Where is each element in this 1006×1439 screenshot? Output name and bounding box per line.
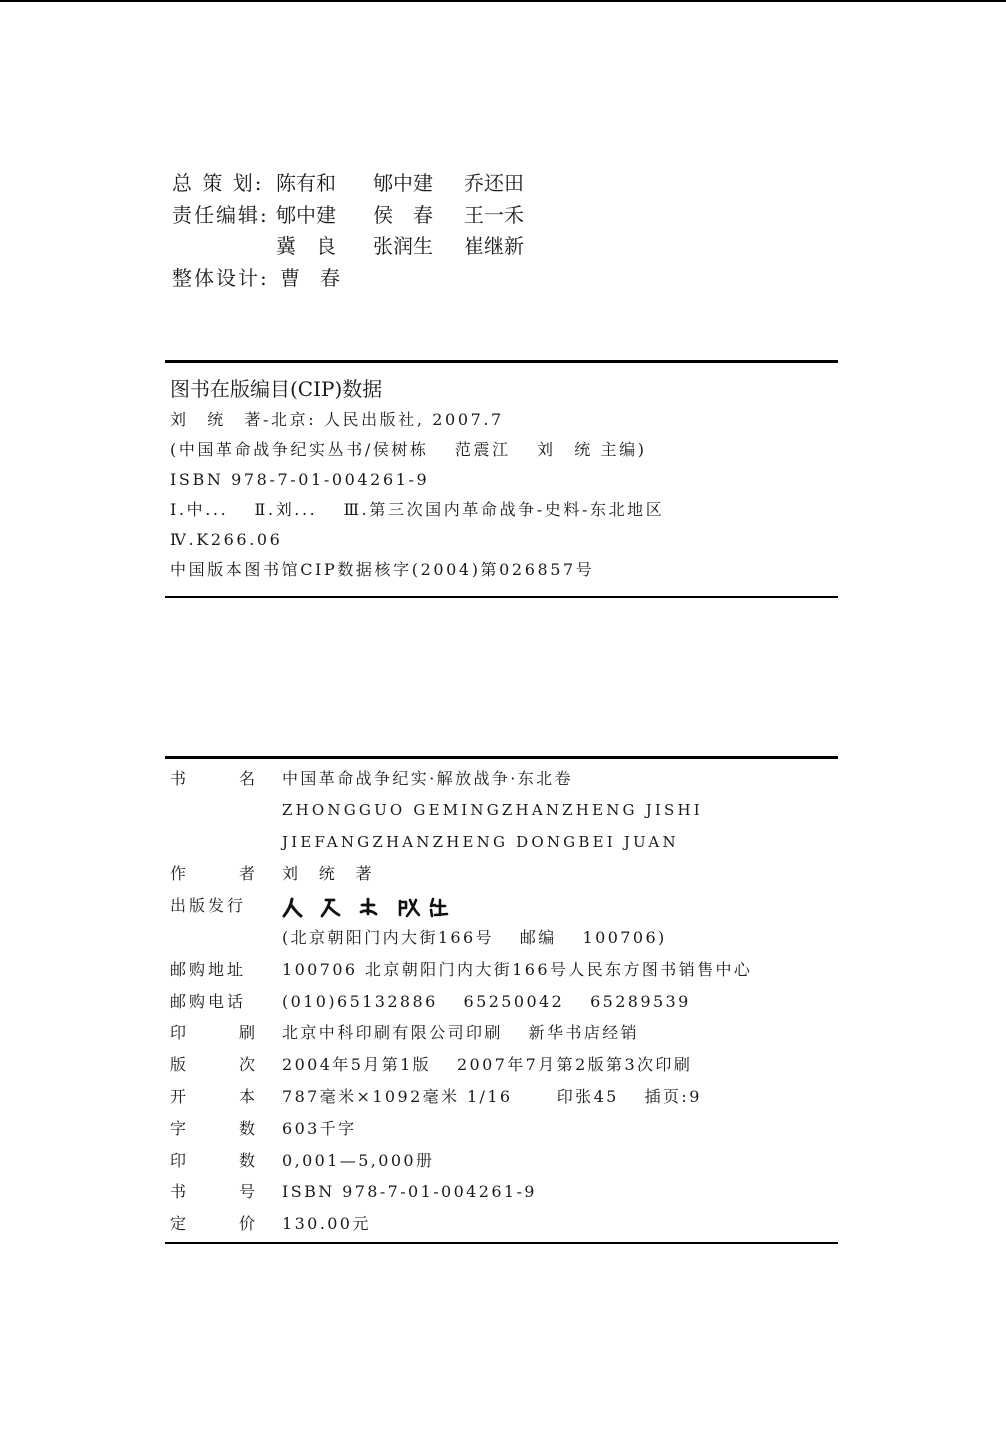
info-value: 2004年5月第1版 2007年7月第2版第3次印刷	[282, 1055, 693, 1075]
cip-line: Ⅳ.K266.06	[170, 530, 283, 549]
chief-planner-label: 总 策 划:	[172, 171, 264, 195]
info-row	[170, 890, 830, 922]
editor-name: 张润生	[373, 234, 433, 258]
info-value: ZHONGGUO GEMINGZHANZHENG JISHI	[282, 800, 703, 819]
info-label-part: 出版发行	[170, 896, 247, 916]
info-label-part: 定	[170, 1214, 187, 1234]
cip-line: Ⅰ.中... Ⅱ.刘... Ⅲ.第三次国内革命战争-史料-东北地区	[170, 500, 665, 519]
info-value: 603千字	[282, 1118, 357, 1138]
info-label-part: 书	[170, 769, 187, 788]
info-label-part: 印	[170, 1023, 187, 1043]
info-label-part: 邮购电话	[170, 991, 247, 1011]
info-label-part: 价	[238, 1214, 255, 1234]
info-row	[170, 922, 830, 954]
info-bottom-rule	[165, 1242, 838, 1244]
top-border	[0, 0, 1006, 2]
info-label-part: 次	[238, 1055, 255, 1075]
info-row	[170, 795, 830, 827]
info-label	[170, 1081, 255, 1113]
info-value: 刘 统 著	[282, 864, 375, 884]
info-label-part: 本	[238, 1086, 255, 1106]
info-value: 787毫米×1092毫米 1/16 印张45 插页:9	[282, 1086, 702, 1106]
cip-line: 中国版本图书馆CIP数据核字(2004)第026857号	[170, 560, 595, 579]
cip-block	[170, 374, 830, 585]
publisher-logo	[282, 896, 452, 920]
info-label	[170, 890, 255, 922]
info-value: JIEFANGZHANZHENG DONGBEI JUAN	[282, 832, 679, 851]
info-label-part: 书	[170, 1182, 187, 1202]
design-label: 整体设计:	[172, 265, 269, 290]
info-label	[170, 1176, 255, 1208]
info-label-part: 印	[170, 1150, 187, 1170]
chief-planner-name: 陈有和	[276, 171, 336, 195]
info-value: 100706 北京朝阳门内大街166号人民东方图书销售中心	[282, 959, 753, 979]
designer-name: 曹 春	[280, 265, 340, 290]
info-row	[170, 827, 830, 859]
chief-planner-name: 乔还田	[464, 171, 524, 195]
info-label-part: 邮购地址	[170, 959, 247, 979]
info-row	[170, 763, 830, 795]
info-top-rule	[165, 756, 838, 759]
info-label	[170, 1145, 255, 1177]
info-row	[170, 1017, 830, 1049]
cip-line: ISBN 978-7-01-004261-9	[170, 470, 430, 489]
info-label-part: 刷	[238, 1023, 255, 1043]
info-row	[170, 954, 830, 986]
info-label	[170, 986, 255, 1018]
info-label	[170, 858, 255, 890]
info-label-part: 名	[238, 769, 255, 788]
info-label-part: 数	[238, 1150, 255, 1170]
editor-name: 崔继新	[464, 234, 524, 258]
info-label-part: 号	[238, 1182, 255, 1202]
info-value: 北京中科印刷有限公司印刷 新华书店经销	[282, 1023, 640, 1043]
editor-name: 侯 春	[373, 202, 433, 227]
info-table	[170, 763, 830, 1240]
info-row	[170, 1081, 830, 1113]
publisher-logo-calligraphy	[282, 896, 452, 920]
info-row	[170, 1145, 830, 1177]
cip-title: 图书在版编目(CIP)数据	[170, 377, 383, 401]
cip-line: 刘 统 著-北京: 人民出版社, 2007.7	[170, 410, 504, 429]
info-value: 130.00元	[282, 1214, 371, 1234]
info-value: (010)65132886 65250042 65289539	[282, 991, 691, 1011]
info-label	[170, 1208, 255, 1240]
info-value: ISBN 978-7-01-004261-9	[282, 1182, 537, 1202]
info-row	[170, 986, 830, 1018]
chief-planner-name: 郇中建	[373, 171, 433, 195]
info-label-part: 开	[170, 1086, 187, 1106]
info-row	[170, 1208, 830, 1240]
editor-name: 冀 良	[276, 234, 336, 258]
cip-top-rule	[165, 360, 838, 363]
info-label	[170, 954, 255, 986]
info-label	[170, 1017, 255, 1049]
info-label-part: 版	[170, 1055, 187, 1075]
cip-bottom-rule	[165, 596, 838, 598]
editor-name: 王一禾	[464, 202, 524, 227]
editor-name: 郇中建	[276, 202, 336, 227]
info-label-part: 者	[238, 864, 255, 884]
info-value: 0,001—5,000册	[282, 1150, 435, 1170]
info-row	[170, 858, 830, 890]
editors-label: 责任编辑:	[172, 202, 269, 227]
info-row	[170, 1176, 830, 1208]
info-label	[170, 763, 255, 795]
info-label	[170, 1113, 255, 1145]
info-row	[170, 1113, 830, 1145]
info-row	[170, 1049, 830, 1081]
info-value: 中国革命战争纪实·解放战争·东北卷	[282, 769, 573, 788]
info-label	[170, 1049, 255, 1081]
cip-line: (中国革命战争纪实丛书/侯树栋 范震江 刘 统 主编)	[170, 440, 647, 459]
info-label-part: 数	[238, 1118, 255, 1138]
info-label-part: 字	[170, 1118, 187, 1138]
info-value: (北京朝阳门内大街166号 邮编 100706)	[282, 927, 667, 947]
info-label-part: 作	[170, 864, 187, 884]
